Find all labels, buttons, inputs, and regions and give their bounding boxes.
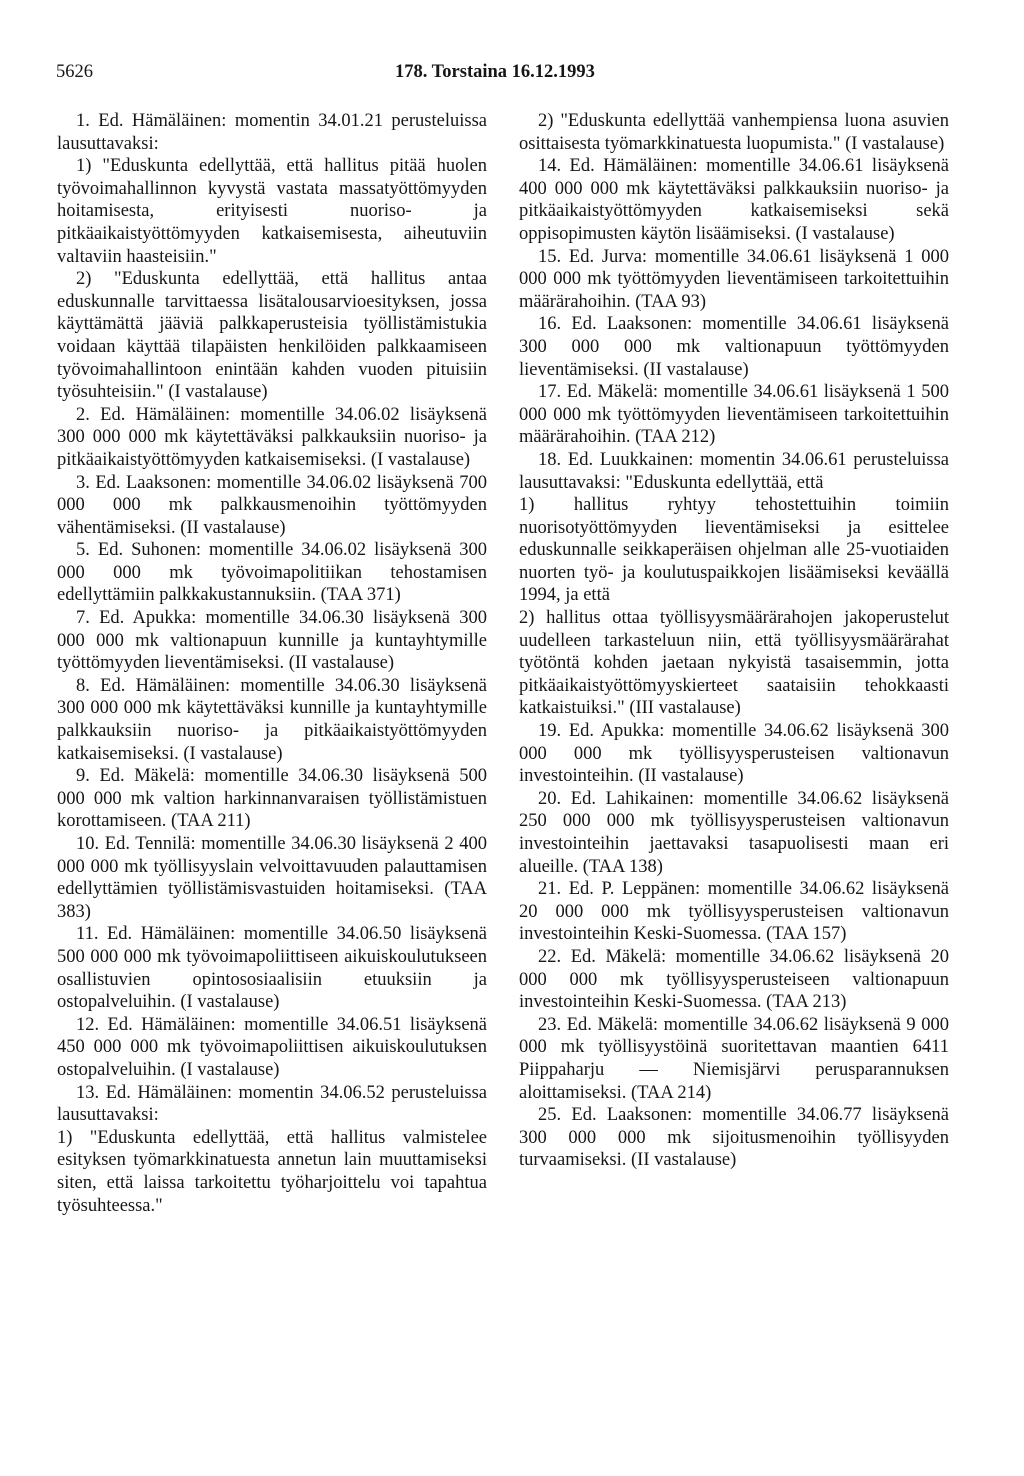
running-title: 178. Torstaina 16.12.1993	[395, 62, 595, 82]
page-number: 5626	[56, 62, 93, 82]
paragraph: 10. Ed. Tennilä: momentille 34.06.30 lisäyksenä 2 400 000 000 mk työllisyyslain velvoittavuuden palauttamisen edellyttämien työllistämisvastuiden hoitamiseksi. (TAA 383)	[57, 834, 487, 922]
paragraph: 5. Ed. Suhonen: momentille 34.06.02 lisäyksenä 300 000 000 mk työvoimapolitiikan tehostamisen edellyttämiin palkkakustannuksiin. (TAA 371)	[57, 540, 487, 606]
page-header	[56, 60, 956, 84]
paragraph: 23. Ed. Mäkelä: momentille 34.06.62 lisäyksenä 9 000 000 mk työllisyystöinä suoritettavan maantien 6411 Piippaharju — Niemisjärvi perusparannuksen aloittamiseksi. (TAA 214)	[519, 1014, 949, 1103]
paragraph: 13. Ed. Hämäläinen: momentin 34.06.52 perusteluissa lausuttavaksi:	[57, 1082, 487, 1126]
paragraph: 2) hallitus ottaa työllisyysmäärärahojen jakoperustelut uudelleen tarkasteluun niin, että työllisyysmäärärahat työtöntä kohden jaetaan nykyistä tasaisemmin, jotta pitkäaikaistyöttömyyskierteet saataisiin tehokkaasti katkaistuiksi." (III vastalause)	[519, 608, 949, 719]
paragraph: 22. Ed. Mäkelä: momentille 34.06.62 lisäyksenä 20 000 000 mk työllisyysperusteiseen valtionapuun investointeihin Keski-Suomessa. (TAA 213)	[519, 946, 949, 1013]
paragraph: 1) hallitus ryhtyy tehostettuihin toimiin nuorisotyöttömyyden lieventämiseksi ja esittelee eduskunnalle seikkaperäisen ohjelman alle 25-vuotiaiden nuorten työ- ja koulutuspaikkojen lisäämiseksi keväällä 1994, ja että	[519, 495, 949, 606]
paragraph: 1. Ed. Hämäläinen: momentin 34.01.21 perusteluissa lausuttavaksi:	[57, 111, 487, 154]
paragraph: 19. Ed. Apukka: momentille 34.06.62 lisäyksenä 300 000 000 mk työllisyysperusteisen valtionavun investointeihin. (II vastalause)	[519, 721, 949, 787]
paragraph: 11. Ed. Hämäläinen: momentille 34.06.50 lisäyksenä 500 000 000 mk työvoimapoliittiseen aikuiskoulutukseen osallistuvien opintososiaalisiin etuuksiin ja ostopalveluihin. (I vastalause)	[57, 924, 487, 1013]
paragraph: 14. Ed. Hämäläinen: momentille 34.06.61 lisäyksenä 400 000 000 mk käytettäväksi palkkauksiin nuoriso- ja pitkäaikaistyöttömyyden katkaisemiseksi sekä oppisopimusten käytön lisäämiseksi. (I vastalause)	[519, 156, 949, 244]
paragraph: 2) "Eduskunta edellyttää vanhempiensa luona asuvien osittaisesta työmarkkinatuesta luopumista." (I vastalause)	[519, 111, 949, 154]
paragraph: 21. Ed. P. Leppänen: momentille 34.06.62 lisäyksenä 20 000 000 mk työllisyysperusteisen valtionavun investointeihin Keski-Suomessa. (TAA 157)	[519, 879, 949, 945]
paragraph: 1) "Eduskunta edellyttää, että hallitus pitää huolen työvoimahallinnon kyvystä vastata massatyöttömyyden hoitamisesta, erityisesti nuoriso- ja pitkäaikaistyöttömyyden katkaisemisesta, aiheutuviin valtaviin haasteisiin."	[57, 156, 487, 267]
paragraph: 8. Ed. Hämäläinen: momentille 34.06.30 lisäyksenä 300 000 000 mk käytettäväksi kunnille ja kuntayhtymille palkkauksiin nuoriso- ja pitkäaikaistyöttömyyden katkaisemiseksi. (I vastalause)	[57, 675, 487, 764]
right-column	[519, 110, 949, 1172]
paragraph: 15. Ed. Jurva: momentille 34.06.61 lisäyksenä 1 000 000 000 mk työttömyyden lieventämiseen tarkoitettuihin määrärahoihin. (TAA 93)	[519, 246, 949, 312]
paragraph: 2) "Eduskunta edellyttää, että hallitus antaa eduskunnalle tarvittaessa lisätalousarvioesityksen, jossa käyttämättä jääviä palkkaperusteisia työllistämistukia voidaan käyttää tilapäisten henkilöiden palkkaamiseen työvoimahallintoon enintään kahden vuoden pituisiin työsuhteisiin." (I vastalause)	[57, 269, 487, 403]
paragraph: 3. Ed. Laaksonen: momentille 34.06.02 lisäyksenä 700 000 000 mk palkkausmenoihin työttömyyden vähentämiseksi. (II vastalause)	[57, 472, 487, 538]
paragraph: 12. Ed. Hämäläinen: momentille 34.06.51 lisäyksenä 450 000 000 mk työvoimapoliittisen aikuiskoulutuksen ostopalveluihin. (I vastalause)	[57, 1014, 487, 1080]
paragraph: 17. Ed. Mäkelä: momentille 34.06.61 lisäyksenä 1 500 000 000 mk työttömyyden lieventämiseen tarkoitettuihin määrärahoihin. (TAA 212)	[519, 382, 949, 448]
paragraph: 20. Ed. Lahikainen: momentille 34.06.62 lisäyksenä 250 000 000 mk työllisyysperusteisen valtionavun investointeihin jaettavaksi tasapuolisesti maan eri alueille. (TAA 138)	[519, 788, 949, 877]
paragraph: 18. Ed. Luukkainen: momentin 34.06.61 perusteluissa lausuttavaksi: "Eduskunta edellyttää, että	[519, 449, 949, 493]
paragraph: 7. Ed. Apukka: momentille 34.06.30 lisäyksenä 300 000 000 mk valtionapuun kunnille ja kuntayhtymille työttömyyden lieventämiseksi. (II vastalause)	[57, 608, 487, 674]
paragraph: 25. Ed. Laaksonen: momentille 34.06.77 lisäyksenä 300 000 000 mk sijoitusmenoihin työllisyyden turvaamiseksi. (II vastalause)	[519, 1105, 949, 1171]
paragraph: 9. Ed. Mäkelä: momentille 34.06.30 lisäyksenä 500 000 000 mk valtion harkinnanvaraisen työllistämistuen korottamiseen. (TAA 211)	[57, 766, 487, 832]
left-column	[57, 110, 487, 1217]
paragraph: 16. Ed. Laaksonen: momentille 34.06.61 lisäyksenä 300 000 000 mk valtionapuun työttömyyden lieventämiseksi. (II vastalause)	[519, 314, 949, 380]
paragraph: 2. Ed. Hämäläinen: momentille 34.06.02 lisäyksenä 300 000 000 mk käytettäväksi palkkauksiin nuoriso- ja pitkäaikaistyöttömyyden katkaisemiseksi. (I vastalause)	[57, 404, 487, 470]
paragraph: 1) "Eduskunta edellyttää, että hallitus valmistelee esityksen työmarkkinatuesta annetun lain muuttamiseksi siten, että laissa tarkoitettu työharjoittelu voi tapahtua työsuhteessa."	[57, 1127, 487, 1216]
